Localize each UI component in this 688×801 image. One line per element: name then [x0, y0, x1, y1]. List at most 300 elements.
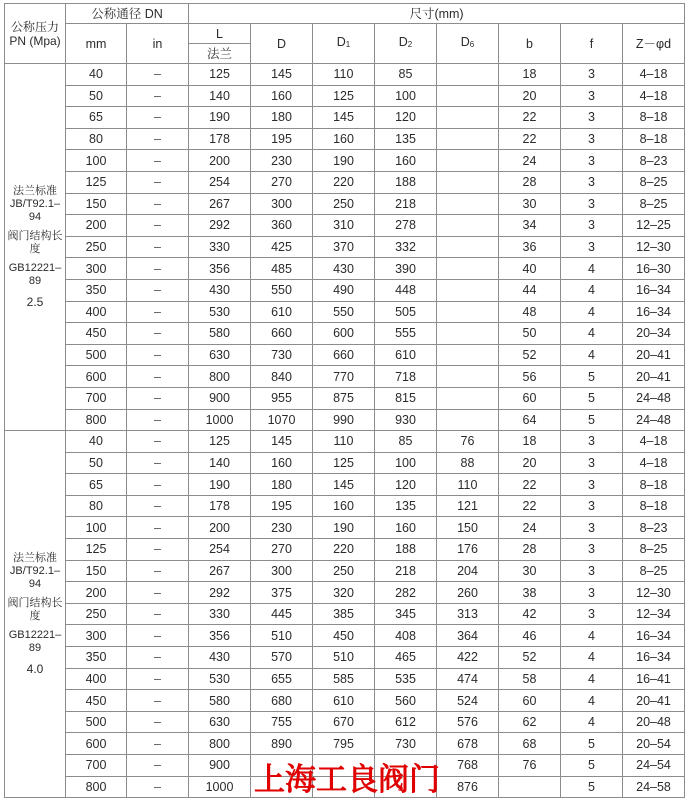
- cell-dn-mm: 350: [66, 647, 127, 669]
- cell-dn-in: –: [127, 215, 189, 237]
- cell-D6: [437, 409, 499, 431]
- cell-Zd: 24–58: [623, 776, 685, 798]
- table-row: [5, 625, 685, 647]
- cell-b: 64: [499, 409, 561, 431]
- cell-Zd: 20–54: [623, 733, 685, 755]
- cell-D6: 88: [437, 452, 499, 474]
- cell-f: 4: [561, 668, 623, 690]
- cell-D2: 505: [375, 301, 437, 323]
- cell-b: 20: [499, 85, 561, 107]
- cell-b: 44: [499, 279, 561, 301]
- cell-D6: [437, 279, 499, 301]
- cell-L: 530: [189, 301, 251, 323]
- cell-D6: [437, 366, 499, 388]
- cell-D: 195: [251, 128, 313, 150]
- flange-std-code: JB/T92.1–94: [9, 198, 61, 224]
- cell-L: 140: [189, 452, 251, 474]
- cell-D: 375: [251, 582, 313, 604]
- cell-D: 610: [251, 301, 313, 323]
- table-row: [5, 474, 685, 496]
- length-std-label: 阀门结构长度: [7, 230, 63, 256]
- cell-D1: 875: [313, 387, 375, 409]
- cell-D: 425: [251, 236, 313, 258]
- cell-b: 56: [499, 366, 561, 388]
- cell-f: 4: [561, 711, 623, 733]
- cell-D: 660: [251, 323, 313, 345]
- cell-L: 292: [189, 215, 251, 237]
- cell-D: 180: [251, 474, 313, 496]
- table-row: [5, 582, 685, 604]
- cell-dn-mm: 50: [66, 452, 127, 474]
- cell-dn-in: –: [127, 85, 189, 107]
- cell-b: 58: [499, 668, 561, 690]
- cell-dn-in: –: [127, 690, 189, 712]
- cell-D1: 660: [313, 344, 375, 366]
- length-std-label: 阀门结构长度: [7, 597, 63, 623]
- table-row: [5, 64, 685, 86]
- cell-D6: 260: [437, 582, 499, 604]
- cell-dn-mm: 125: [66, 539, 127, 561]
- cell-D1: 160: [313, 495, 375, 517]
- cell-D2: 282: [375, 582, 437, 604]
- cell-D: 145: [251, 64, 313, 86]
- cell-L: 356: [189, 625, 251, 647]
- cell-L: 330: [189, 236, 251, 258]
- cell-b: 38: [499, 582, 561, 604]
- cell-D: 445: [251, 603, 313, 625]
- cell-dn-in: –: [127, 517, 189, 539]
- cell-L: 267: [189, 560, 251, 582]
- cell-b: 24: [499, 517, 561, 539]
- cell-Zd: 12–34: [623, 603, 685, 625]
- size-header: 尺寸(mm): [189, 4, 685, 24]
- cell-dn-mm: 300: [66, 258, 127, 280]
- cell-f: 4: [561, 258, 623, 280]
- cell-b: 34: [499, 215, 561, 237]
- cell-dn-in: –: [127, 776, 189, 798]
- cell-D6: 678: [437, 733, 499, 755]
- cell-dn-in: –: [127, 560, 189, 582]
- cell-L: 140: [189, 85, 251, 107]
- cell-D2: 345: [375, 603, 437, 625]
- flange-std-label: 法兰标准: [13, 552, 57, 565]
- cell-b: 60: [499, 690, 561, 712]
- cell-Zd: 4–18: [623, 64, 685, 86]
- cell-D1: 990: [313, 409, 375, 431]
- cell-D1: 125: [313, 452, 375, 474]
- cell-D6: [437, 193, 499, 215]
- company-watermark: 上海工良阀门: [254, 762, 440, 798]
- cell-dn-in: –: [127, 171, 189, 193]
- cell-L: 356: [189, 258, 251, 280]
- cell-dn-in: –: [127, 625, 189, 647]
- cell-D2: 120: [375, 107, 437, 129]
- table-row: [5, 560, 685, 582]
- cell-dn-mm: 150: [66, 193, 127, 215]
- length-std-code: GB12221–89: [8, 629, 62, 655]
- cell-D: 195: [251, 495, 313, 517]
- cell-b: 22: [499, 474, 561, 496]
- cell-dn-mm: 40: [66, 431, 127, 453]
- table-row: [5, 150, 685, 172]
- cell-D: 230: [251, 150, 313, 172]
- cell-D6: 474: [437, 668, 499, 690]
- cell-b: 62: [499, 711, 561, 733]
- cell-f: 4: [561, 647, 623, 669]
- cell-D: 1070: [251, 409, 313, 431]
- cell-D1: 450: [313, 625, 375, 647]
- cell-D: 270: [251, 171, 313, 193]
- cell-f: 5: [561, 755, 623, 777]
- D6-header: [437, 24, 499, 64]
- D-header: D: [251, 24, 313, 64]
- cell-Zd: 16–34: [623, 625, 685, 647]
- cell-f: 4: [561, 690, 623, 712]
- D2-letter: D: [398, 35, 408, 49]
- cell-D: 230: [251, 517, 313, 539]
- cell-D2: 535: [375, 668, 437, 690]
- cell-D6: [437, 301, 499, 323]
- cell-b: 60: [499, 387, 561, 409]
- cell-D2: 408: [375, 625, 437, 647]
- cell-b: 76: [499, 755, 561, 777]
- cell-D1: 490: [313, 279, 375, 301]
- table-row: [5, 301, 685, 323]
- cell-D6: [437, 85, 499, 107]
- cell-Zd: 8–25: [623, 560, 685, 582]
- cell-f: 3: [561, 236, 623, 258]
- cell-dn-in: –: [127, 755, 189, 777]
- cell-dn-mm: 600: [66, 366, 127, 388]
- cell-Zd: 12–25: [623, 215, 685, 237]
- cell-Zd: 20–41: [623, 344, 685, 366]
- cell-dn-in: –: [127, 582, 189, 604]
- cell-dn-mm: 200: [66, 582, 127, 604]
- cell-f: 3: [561, 193, 623, 215]
- cell-D1: 125: [313, 85, 375, 107]
- cell-D2: 448: [375, 279, 437, 301]
- cell-D6: [437, 344, 499, 366]
- in-header: in: [127, 24, 189, 64]
- cell-f: 5: [561, 776, 623, 798]
- cell-f: 4: [561, 344, 623, 366]
- cell-f: 3: [561, 128, 623, 150]
- cell-L: 330: [189, 603, 251, 625]
- table-row: [5, 495, 685, 517]
- cell-dn-mm: 500: [66, 344, 127, 366]
- cell-L: 125: [189, 64, 251, 86]
- cell-f: 4: [561, 625, 623, 647]
- cell-L: 430: [189, 647, 251, 669]
- dn-header: 公称通径 DN: [66, 4, 189, 24]
- cell-dn-in: –: [127, 387, 189, 409]
- cell-dn-in: –: [127, 236, 189, 258]
- cell-Zd: 8–18: [623, 128, 685, 150]
- cell-D2: 135: [375, 495, 437, 517]
- cell-L: 1000: [189, 776, 251, 798]
- cell-dn-mm: 500: [66, 711, 127, 733]
- table-row: [5, 387, 685, 409]
- cell-D2: 390: [375, 258, 437, 280]
- cell-Zd: 16–41: [623, 668, 685, 690]
- spec-table-sheet: [4, 3, 685, 798]
- cell-dn-mm: 400: [66, 668, 127, 690]
- cell-D: 655: [251, 668, 313, 690]
- cell-D2: 612: [375, 711, 437, 733]
- cell-b: 50: [499, 323, 561, 345]
- cell-D2: 718: [375, 366, 437, 388]
- Zd-header: Z－φd: [623, 24, 685, 64]
- cell-dn-in: –: [127, 64, 189, 86]
- cell-f: 4: [561, 301, 623, 323]
- cell-D6: 110: [437, 474, 499, 496]
- cell-D1: 320: [313, 582, 375, 604]
- cell-dn-mm: 80: [66, 495, 127, 517]
- cell-D: 890: [251, 733, 313, 755]
- cell-Zd: 24–54: [623, 755, 685, 777]
- cell-f: 3: [561, 215, 623, 237]
- cell-D1: 385: [313, 603, 375, 625]
- table-row: [5, 711, 685, 733]
- cell-dn-in: –: [127, 495, 189, 517]
- D1-subscript: 1: [345, 40, 351, 49]
- cell-L: 900: [189, 387, 251, 409]
- cell-Zd: 8–25: [623, 539, 685, 561]
- table-row: [5, 603, 685, 625]
- cell-b: 18: [499, 431, 561, 453]
- cell-f: 3: [561, 560, 623, 582]
- cell-L: 267: [189, 193, 251, 215]
- cell-L: 580: [189, 323, 251, 345]
- table-row: [5, 668, 685, 690]
- cell-b: 22: [499, 495, 561, 517]
- table-body: [5, 64, 685, 798]
- cell-f: 3: [561, 539, 623, 561]
- cell-dn-mm: 50: [66, 85, 127, 107]
- cell-D: 680: [251, 690, 313, 712]
- cell-D2: 188: [375, 171, 437, 193]
- cell-D: 145: [251, 431, 313, 453]
- cell-b: 46: [499, 625, 561, 647]
- table-row: [5, 215, 685, 237]
- cell-Zd: 24–48: [623, 387, 685, 409]
- cell-dn-mm: 350: [66, 279, 127, 301]
- table-row: [5, 236, 685, 258]
- cell-dn-mm: 80: [66, 128, 127, 150]
- cell-dn-in: –: [127, 323, 189, 345]
- cell-D6: 524: [437, 690, 499, 712]
- cell-b: 18: [499, 64, 561, 86]
- cell-Zd: 20–41: [623, 690, 685, 712]
- cell-Zd: 20–34: [623, 323, 685, 345]
- cell-D1: 795: [313, 733, 375, 755]
- cell-D1: 310: [313, 215, 375, 237]
- cell-L: 190: [189, 474, 251, 496]
- cell-f: 3: [561, 107, 623, 129]
- cell-D: 755: [251, 711, 313, 733]
- cell-D1: 190: [313, 517, 375, 539]
- cell-D6: [437, 150, 499, 172]
- table-row: [5, 279, 685, 301]
- cell-dn-in: –: [127, 733, 189, 755]
- cell-dn-mm: 400: [66, 301, 127, 323]
- cell-f: 3: [561, 603, 623, 625]
- L-sub-header: 法兰: [189, 44, 251, 64]
- cell-D: 180: [251, 107, 313, 129]
- cell-dn-in: –: [127, 258, 189, 280]
- table-row: [5, 193, 685, 215]
- cell-b: 22: [499, 128, 561, 150]
- cell-Zd: 12–30: [623, 582, 685, 604]
- cell-b: 28: [499, 539, 561, 561]
- cell-b: 68: [499, 733, 561, 755]
- cell-D: 485: [251, 258, 313, 280]
- cell-f: 3: [561, 474, 623, 496]
- length-std-code: GB12221–89: [8, 262, 62, 288]
- cell-D2: 332: [375, 236, 437, 258]
- cell-L: 800: [189, 733, 251, 755]
- cell-L: 800: [189, 366, 251, 388]
- cell-b: 52: [499, 344, 561, 366]
- cell-D1: 110: [313, 431, 375, 453]
- cell-D6: 876: [437, 776, 499, 798]
- cell-f: 3: [561, 64, 623, 86]
- cell-D: 160: [251, 452, 313, 474]
- cell-D1: 160: [313, 128, 375, 150]
- cell-D1: 550: [313, 301, 375, 323]
- table-row: [5, 409, 685, 431]
- cell-b: 20: [499, 452, 561, 474]
- cell-L: 125: [189, 431, 251, 453]
- cell-f: 3: [561, 517, 623, 539]
- cell-b: 36: [499, 236, 561, 258]
- cell-f: 3: [561, 582, 623, 604]
- cell-dn-mm: 65: [66, 474, 127, 496]
- cell-dn-in: –: [127, 344, 189, 366]
- cell-D1: 430: [313, 258, 375, 280]
- cell-D1: 600: [313, 323, 375, 345]
- D1-letter: D: [336, 35, 346, 49]
- pn-value: 2.5: [26, 295, 44, 310]
- cell-D6: [437, 171, 499, 193]
- cell-Zd: 20–41: [623, 366, 685, 388]
- cell-dn-in: –: [127, 409, 189, 431]
- cell-L: 200: [189, 150, 251, 172]
- cell-D1: 670: [313, 711, 375, 733]
- cell-dn-mm: 700: [66, 387, 127, 409]
- cell-L: 530: [189, 668, 251, 690]
- cell-Zd: 12–30: [623, 236, 685, 258]
- table-row: [5, 107, 685, 129]
- cell-dn-in: –: [127, 431, 189, 453]
- cell-Zd: 4–18: [623, 452, 685, 474]
- cell-dn-in: –: [127, 452, 189, 474]
- cell-D2: 85: [375, 64, 437, 86]
- cell-L: 630: [189, 711, 251, 733]
- cell-dn-in: –: [127, 107, 189, 129]
- pn-group-cell: [5, 431, 66, 798]
- cell-D6: [437, 236, 499, 258]
- cell-dn-in: –: [127, 279, 189, 301]
- cell-dn-mm: 300: [66, 625, 127, 647]
- cell-dn-mm: 250: [66, 603, 127, 625]
- cell-D2: 278: [375, 215, 437, 237]
- cell-dn-mm: 125: [66, 171, 127, 193]
- cell-D1: 510: [313, 647, 375, 669]
- cell-D: 160: [251, 85, 313, 107]
- cell-L: 292: [189, 582, 251, 604]
- cell-D2: 730: [375, 733, 437, 755]
- cell-D1: 585: [313, 668, 375, 690]
- cell-D6: 150: [437, 517, 499, 539]
- cell-L: 1000: [189, 409, 251, 431]
- b-header: b: [499, 24, 561, 64]
- cell-L: 200: [189, 517, 251, 539]
- cell-D2: 160: [375, 517, 437, 539]
- cell-Zd: 8–25: [623, 171, 685, 193]
- cell-D: 550: [251, 279, 313, 301]
- pn-header-text: 公称压力 PN (Mpa): [9, 19, 61, 48]
- cell-D6: [437, 215, 499, 237]
- cell-D1: 220: [313, 539, 375, 561]
- cell-f: 5: [561, 409, 623, 431]
- cell-D1: 370: [313, 236, 375, 258]
- L-header: L: [189, 24, 251, 44]
- cell-D2: 188: [375, 539, 437, 561]
- cell-dn-mm: 600: [66, 733, 127, 755]
- cell-f: 4: [561, 279, 623, 301]
- cell-D6: 313: [437, 603, 499, 625]
- cell-f: 3: [561, 431, 623, 453]
- cell-D6: [437, 107, 499, 129]
- cell-D6: 76: [437, 431, 499, 453]
- cell-D6: [437, 387, 499, 409]
- cell-dn-mm: 100: [66, 517, 127, 539]
- cell-D6: 121: [437, 495, 499, 517]
- cell-dn-mm: 150: [66, 560, 127, 582]
- cell-L: 254: [189, 539, 251, 561]
- table-row: [5, 323, 685, 345]
- cell-f: 5: [561, 366, 623, 388]
- flange-std-code: JB/T92.1–94: [9, 565, 61, 591]
- cell-D1: 145: [313, 474, 375, 496]
- flange-std-label: 法兰标准: [13, 185, 57, 198]
- cell-L: 430: [189, 279, 251, 301]
- cell-b: 52: [499, 647, 561, 669]
- cell-dn-mm: 100: [66, 150, 127, 172]
- pn-group-cell: [5, 64, 66, 431]
- cell-D: 270: [251, 539, 313, 561]
- cell-L: 580: [189, 690, 251, 712]
- cell-dn-in: –: [127, 711, 189, 733]
- cell-D1: 145: [313, 107, 375, 129]
- cell-dn-in: –: [127, 539, 189, 561]
- cell-dn-mm: 250: [66, 236, 127, 258]
- cell-Zd: 20–48: [623, 711, 685, 733]
- table-row: [5, 344, 685, 366]
- cell-b: 40: [499, 258, 561, 280]
- cell-D6: 422: [437, 647, 499, 669]
- cell-D1: 110: [313, 64, 375, 86]
- cell-D2: 135: [375, 128, 437, 150]
- cell-dn-in: –: [127, 603, 189, 625]
- cell-D2: 815: [375, 387, 437, 409]
- table-row: [5, 733, 685, 755]
- cell-Zd: 8–18: [623, 107, 685, 129]
- cell-Zd: 16–34: [623, 647, 685, 669]
- cell-dn-in: –: [127, 647, 189, 669]
- cell-D1: 250: [313, 193, 375, 215]
